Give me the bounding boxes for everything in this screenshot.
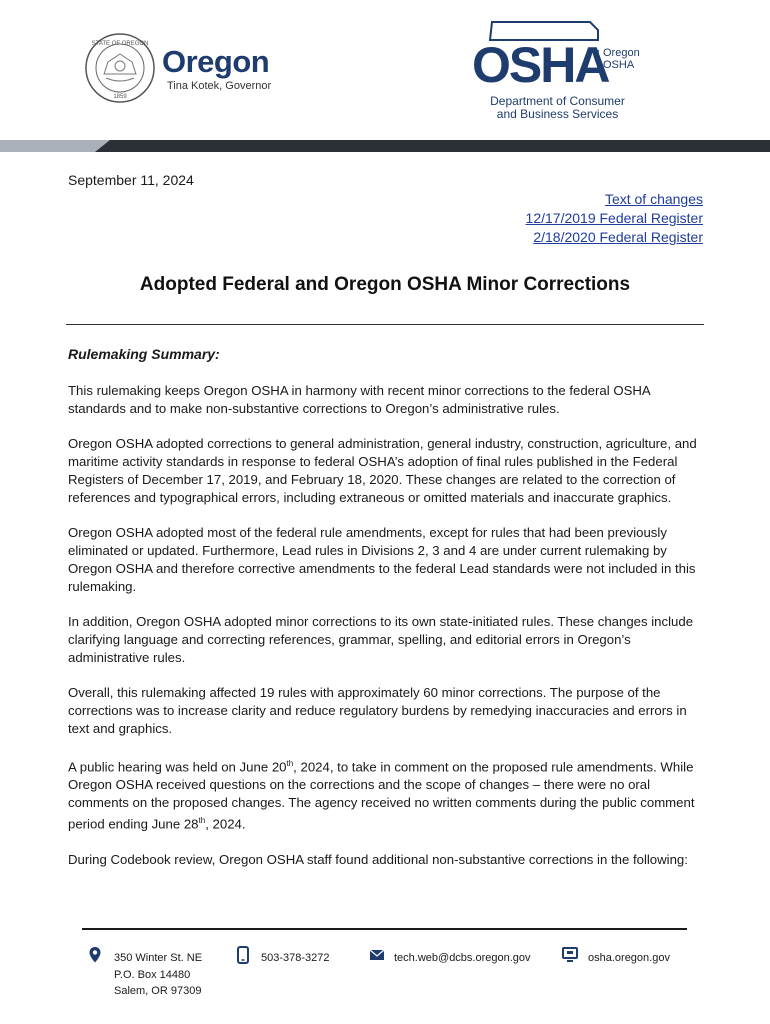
section-heading: Rulemaking Summary: [68, 346, 220, 362]
federal-register-2020-link[interactable]: 2/18/2020 Federal Register [533, 229, 703, 245]
paragraph: Oregon OSHA adopted most of the federal rule amendments, except for rules that had been previously eliminated or updated. Furthermore, Lead rules in Divisions 2, 3 and 4 are under current rulemaking by Oregon OSHA and therefore corrective amendments to the federal Lead standards were not included in this rulemaking. [68, 525, 696, 594]
website-link[interactable]: osha.oregon.gov [588, 952, 670, 964]
svg-text:OSHA: OSHA [472, 37, 609, 92]
text-of-changes-link[interactable]: Text of changes [604, 191, 703, 207]
paragraph: This rulemaking keeps Oregon OSHA in harmony with recent minor corrections to the federal OSHA standards and to make non-substantive corrections to Oregon’s administrative rules. [68, 383, 650, 416]
location-pin-icon [87, 946, 103, 964]
email-link[interactable]: tech.web@dcbs.oregon.gov [394, 952, 531, 964]
paragraph: During Codebook review, Oregon OSHA staff found additional non-substantive corrections in the following: [68, 851, 688, 867]
svg-text:STATE OF OREGON: STATE OF OREGON [91, 41, 149, 47]
department-name: Department of Consumer and Business Services [490, 94, 625, 121]
envelope-icon [369, 946, 385, 964]
body-text [68, 382, 708, 886]
oregon-wordmark: Oregon [162, 44, 270, 79]
osha-side-label: Oregon OSHA [603, 47, 640, 71]
letter-date: September 11, 2024 [68, 172, 194, 188]
paragraph: Oregon OSHA adopted corrections to general administration, general industry, construction, agriculture, and maritime activity standards in response to federal OSHA’s adoption of final rules published in the Federal Registers of December 17, 2019, and February 18, 2020. These changes are related to the correction of references and typographical errors, including extraneous or omitted materials and inaccurate graphics. [68, 436, 697, 505]
paragraph: In addition, Oregon OSHA adopted minor corrections to its own state-initiated rules. These changes include clarifying language and correcting references, grammar, spelling, and editorial errors in Oregon’s administrative rules. [68, 614, 694, 665]
federal-register-2019-link[interactable]: 12/17/2019 Federal Register [525, 210, 703, 226]
svg-text:1859: 1859 [113, 94, 127, 100]
letterhead [0, 0, 770, 150]
computer-icon [562, 946, 578, 964]
title-divider [66, 324, 704, 325]
phone-icon [235, 946, 251, 964]
footer-divider [82, 928, 687, 930]
paragraph: A public hearing was held on June 20th, 2024, to take in comment on the proposed rule amendments. While Oregon OSHA received questions on the corrections and the scope of changes – there were no oral comments on the proposed changes. The agency received no written comments during the public comment period ending June 28th, 2024. [68, 759, 695, 832]
mailing-address: 350 Winter St. NE P.O. Box 14480 Salem, OR 97309 [114, 952, 203, 997]
reference-links [526, 190, 703, 247]
phone-number[interactable]: 503-378-3272 [261, 952, 330, 964]
paragraph: Overall, this rulemaking affected 19 rules with approximately 60 minor corrections. The purpose of the corrections was to increase clarity and reduce regulatory burdens by remedying inaccuracies and errors in text and graphics. [68, 685, 687, 736]
document-title: Adopted Federal and Oregon OSHA Minor Corrections [139, 274, 631, 295]
oregon-state-seal-icon [84, 32, 156, 104]
header-divider-band [0, 138, 770, 154]
governor-name: Tina Kotek, Governor [167, 80, 272, 92]
